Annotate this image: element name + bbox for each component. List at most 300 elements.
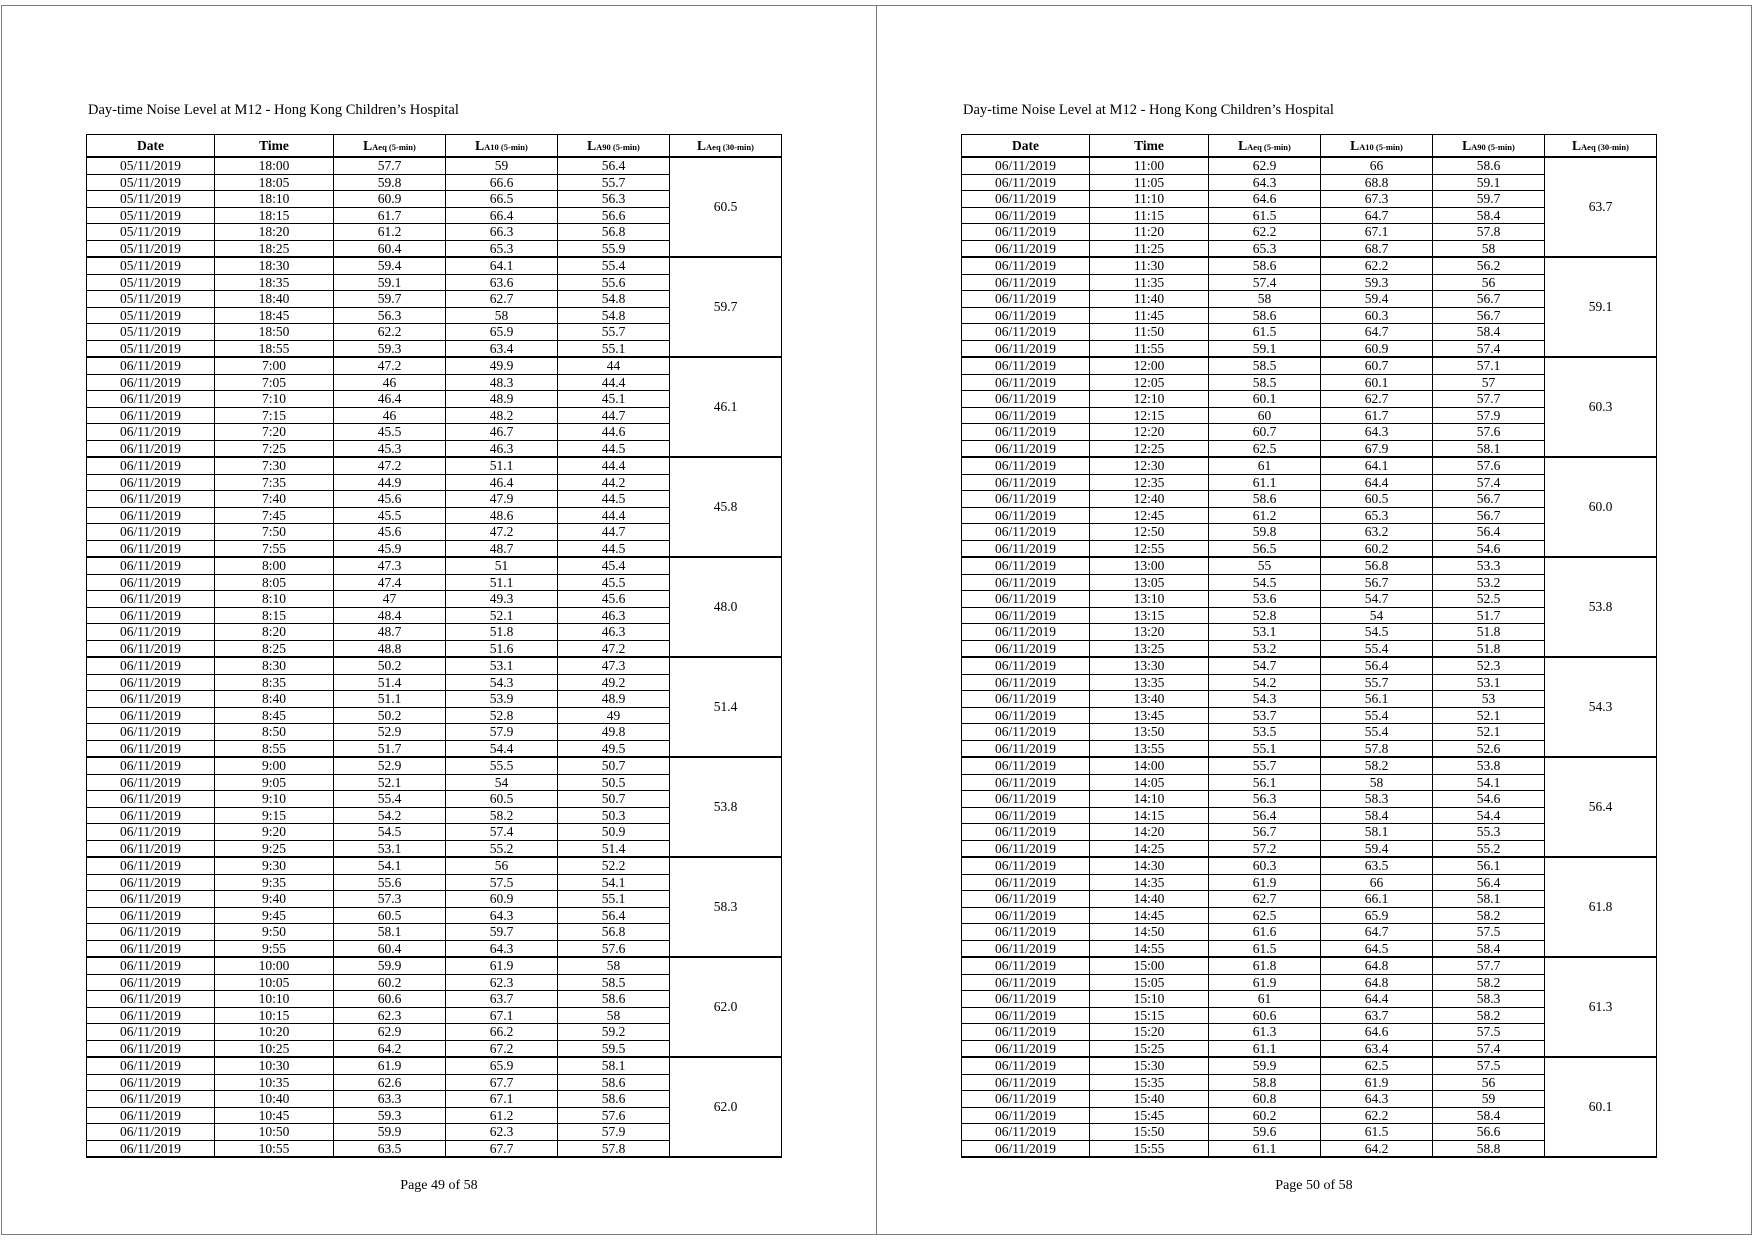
cell-time: 7:35: [215, 474, 334, 491]
cell-la90-5min: 58.4: [1433, 940, 1545, 957]
cell-la10-5min: 54.5: [1321, 624, 1433, 641]
table-row: [962, 557, 1657, 574]
cell-time: 13:50: [1090, 724, 1209, 741]
cell-laeq-5min: 62.5: [1209, 440, 1321, 457]
cell-laeq-5min: 61.9: [1209, 874, 1321, 891]
cell-time: 8:25: [215, 640, 334, 657]
cell-la10-5min: 64.4: [1321, 991, 1433, 1008]
cell-la90-5min: 53.1: [1433, 674, 1545, 691]
cell-date: 05/11/2019: [87, 174, 215, 191]
cell-la10-5min: 51: [446, 557, 558, 574]
cell-la10-5min: 60.7: [1321, 357, 1433, 374]
cell-la10-5min: 57.9: [446, 724, 558, 741]
cell-laeq-5min: 65.3: [1209, 240, 1321, 257]
cell-laeq-5min: 63.3: [334, 1091, 446, 1108]
cell-la10-5min: 56.1: [1321, 691, 1433, 708]
cell-la10-5min: 59.3: [1321, 274, 1433, 291]
cell-la10-5min: 52.8: [446, 707, 558, 724]
header-la10-5min: [1321, 135, 1433, 158]
cell-la90-5min: 44.5: [558, 491, 670, 508]
cell-la90-5min: 56.7: [1433, 307, 1545, 324]
cell-date: 06/11/2019: [87, 940, 215, 957]
cell-la90-5min: 53.3: [1433, 557, 1545, 574]
table-row: [962, 357, 1657, 374]
cell-date: 06/11/2019: [962, 1040, 1090, 1057]
cell-time: 8:35: [215, 674, 334, 691]
cell-la90-5min: 44.5: [558, 440, 670, 457]
cell-la10-5min: 48.9: [446, 391, 558, 408]
cell-time: 9:20: [215, 824, 334, 841]
cell-laeq-5min: 60.8: [1209, 1091, 1321, 1108]
cell-la10-5min: 48.3: [446, 374, 558, 391]
cell-date: 06/11/2019: [962, 957, 1090, 974]
cell-time: 13:55: [1090, 740, 1209, 757]
cell-la90-5min: 56.4: [1433, 524, 1545, 541]
cell-laeq-5min: 47.3: [334, 557, 446, 574]
cell-laeq-5min: 48.8: [334, 640, 446, 657]
cell-la90-5min: 56.7: [1433, 491, 1545, 508]
cell-time: 11:30: [1090, 257, 1209, 274]
cell-time: 9:05: [215, 774, 334, 791]
cell-la10-5min: 64.7: [1321, 324, 1433, 341]
cell-laeq-5min: 61.1: [1209, 474, 1321, 491]
cell-laeq-5min: 60.3: [1209, 857, 1321, 874]
cell-laeq-30min: 58.3: [670, 857, 782, 957]
cell-la90-5min: 56.8: [558, 924, 670, 941]
cell-laeq-5min: 56.1: [1209, 774, 1321, 791]
header-laeq-5min: [334, 135, 446, 158]
cell-date: 05/11/2019: [87, 207, 215, 224]
cell-date: 06/11/2019: [87, 674, 215, 691]
cell-date: 06/11/2019: [962, 757, 1090, 774]
cell-la10-5min: 64.3: [1321, 1091, 1433, 1108]
header-laeq-30min-main: L: [1572, 137, 1582, 153]
cell-la10-5min: 64.3: [446, 907, 558, 924]
cell-la90-5min: 50.7: [558, 791, 670, 808]
cell-date: 06/11/2019: [87, 724, 215, 741]
cell-date: 05/11/2019: [87, 240, 215, 257]
cell-time: 8:55: [215, 740, 334, 757]
cell-la10-5min: 66: [1321, 874, 1433, 891]
cell-laeq-5min: 54.2: [1209, 674, 1321, 691]
cell-laeq-5min: 61.6: [1209, 924, 1321, 941]
cell-date: 06/11/2019: [87, 1057, 215, 1074]
cell-time: 13:15: [1090, 607, 1209, 624]
cell-date: 06/11/2019: [962, 974, 1090, 991]
cell-laeq-5min: 55: [1209, 557, 1321, 574]
noise-table: [86, 134, 782, 1158]
table-title: Day-time Noise Level at M12 - Hong Kong Children’s Hospital: [963, 102, 1334, 118]
cell-laeq-5min: 58.5: [1209, 374, 1321, 391]
cell-laeq-5min: 61.2: [1209, 507, 1321, 524]
cell-la10-5min: 62.3: [446, 1124, 558, 1141]
cell-la90-5min: 51.8: [1433, 640, 1545, 657]
cell-time: 14:35: [1090, 874, 1209, 891]
cell-la90-5min: 58: [558, 1007, 670, 1024]
cell-time: 7:05: [215, 374, 334, 391]
cell-date: 06/11/2019: [87, 374, 215, 391]
cell-la10-5min: 55.4: [1321, 724, 1433, 741]
cell-la10-5min: 54.7: [1321, 591, 1433, 608]
cell-laeq-5min: 50.2: [334, 657, 446, 674]
cell-time: 12:55: [1090, 540, 1209, 557]
cell-la10-5min: 65.9: [446, 1057, 558, 1074]
cell-date: 06/11/2019: [87, 624, 215, 641]
header-date: Date: [87, 135, 215, 158]
header-laeq-30min-main: L: [697, 137, 707, 153]
cell-laeq-5min: 55.4: [334, 791, 446, 808]
cell-la10-5min: 66.2: [446, 1024, 558, 1041]
cell-la10-5min: 64.5: [1321, 940, 1433, 957]
cell-la90-5min: 52.2: [558, 857, 670, 874]
cell-la90-5min: 47.3: [558, 657, 670, 674]
cell-date: 06/11/2019: [962, 607, 1090, 624]
cell-laeq-5min: 64.3: [1209, 174, 1321, 191]
cell-la90-5min: 57.6: [558, 940, 670, 957]
cell-la10-5min: 62.3: [446, 974, 558, 991]
cell-la10-5min: 67.2: [446, 1040, 558, 1057]
cell-time: 12:05: [1090, 374, 1209, 391]
cell-la10-5min: 66.6: [446, 174, 558, 191]
cell-date: 06/11/2019: [962, 857, 1090, 874]
cell-la90-5min: 54.8: [558, 307, 670, 324]
cell-time: 15:55: [1090, 1140, 1209, 1157]
cell-date: 06/11/2019: [962, 691, 1090, 708]
page-number: Page 49 of 58: [400, 1178, 478, 1193]
cell-date: 06/11/2019: [87, 640, 215, 657]
cell-time: 14:20: [1090, 824, 1209, 841]
header-laeq-5min-sub: Aeq (5-min): [372, 141, 416, 152]
cell-la90-5min: 50.7: [558, 757, 670, 774]
cell-time: 10:05: [215, 974, 334, 991]
cell-time: 10:40: [215, 1091, 334, 1108]
cell-time: 7:50: [215, 524, 334, 541]
cell-date: 06/11/2019: [87, 1091, 215, 1108]
cell-la10-5min: 64.6: [1321, 1024, 1433, 1041]
cell-date: 06/11/2019: [962, 1007, 1090, 1024]
cell-la90-5min: 57.7: [1433, 957, 1545, 974]
cell-la10-5min: 65.9: [446, 324, 558, 341]
cell-date: 05/11/2019: [87, 157, 215, 174]
cell-la90-5min: 56.3: [558, 191, 670, 208]
cell-la10-5min: 54: [1321, 607, 1433, 624]
cell-la90-5min: 58.3: [1433, 991, 1545, 1008]
header-la90-5min: [558, 135, 670, 158]
cell-laeq-5min: 48.7: [334, 624, 446, 641]
cell-date: 06/11/2019: [962, 1124, 1090, 1141]
cell-time: 11:00: [1090, 157, 1209, 174]
header-la10-5min-sub: A10 (5-min): [1359, 141, 1403, 152]
table-row: [87, 957, 782, 974]
cell-date: 06/11/2019: [962, 574, 1090, 591]
cell-la10-5min: 56.4: [1321, 657, 1433, 674]
cell-la90-5min: 56.7: [1433, 507, 1545, 524]
cell-date: 06/11/2019: [87, 1140, 215, 1157]
cell-la10-5min: 64.3: [446, 940, 558, 957]
cell-time: 9:45: [215, 907, 334, 924]
cell-la90-5min: 49.8: [558, 724, 670, 741]
cell-laeq-5min: 57.7: [334, 157, 446, 174]
cell-time: 10:45: [215, 1107, 334, 1124]
cell-la10-5min: 56: [446, 857, 558, 874]
cell-time: 15:20: [1090, 1024, 1209, 1041]
cell-date: 06/11/2019: [962, 1091, 1090, 1108]
header-laeq-30min-sub: Aeq (30-min): [706, 141, 754, 152]
cell-la10-5min: 61.7: [1321, 407, 1433, 424]
cell-la90-5min: 53.2: [1433, 574, 1545, 591]
cell-date: 06/11/2019: [962, 291, 1090, 308]
cell-date: 06/11/2019: [87, 391, 215, 408]
cell-la90-5min: 58.1: [1433, 891, 1545, 908]
cell-date: 06/11/2019: [87, 357, 215, 374]
cell-time: 12:50: [1090, 524, 1209, 541]
cell-la10-5min: 59.4: [1321, 291, 1433, 308]
cell-laeq-5min: 58.6: [1209, 491, 1321, 508]
cell-laeq-30min: 51.4: [670, 657, 782, 757]
cell-la90-5min: 57: [1433, 374, 1545, 391]
cell-la10-5min: 63.4: [1321, 1040, 1433, 1057]
cell-la10-5min: 57.8: [1321, 740, 1433, 757]
cell-date: 06/11/2019: [87, 1040, 215, 1057]
cell-date: 06/11/2019: [962, 791, 1090, 808]
cell-laeq-5min: 47: [334, 591, 446, 608]
header-laeq-30min: [1545, 135, 1657, 158]
cell-la10-5min: 63.2: [1321, 524, 1433, 541]
cell-la10-5min: 63.6: [446, 274, 558, 291]
cell-time: 11:10: [1090, 191, 1209, 208]
cell-time: 7:30: [215, 457, 334, 474]
table-row: [962, 757, 1657, 774]
cell-la90-5min: 58.1: [1433, 440, 1545, 457]
cell-la10-5min: 64.1: [446, 257, 558, 274]
cell-time: 11:15: [1090, 207, 1209, 224]
cell-laeq-5min: 64.6: [1209, 191, 1321, 208]
cell-time: 9:25: [215, 840, 334, 857]
cell-la10-5min: 60.2: [1321, 540, 1433, 557]
cell-la10-5min: 46.7: [446, 424, 558, 441]
cell-la90-5min: 55.7: [558, 324, 670, 341]
cell-laeq-5min: 60.4: [334, 940, 446, 957]
cell-time: 18:25: [215, 240, 334, 257]
cell-la10-5min: 60.9: [446, 891, 558, 908]
cell-date: 06/11/2019: [87, 974, 215, 991]
cell-la10-5min: 67.7: [446, 1140, 558, 1157]
cell-laeq-5min: 60.5: [334, 907, 446, 924]
cell-la90-5min: 50.9: [558, 824, 670, 841]
cell-time: 13:40: [1090, 691, 1209, 708]
cell-date: 06/11/2019: [87, 807, 215, 824]
cell-laeq-5min: 60.7: [1209, 424, 1321, 441]
cell-la90-5min: 44.4: [558, 374, 670, 391]
cell-la90-5min: 54.1: [558, 874, 670, 891]
cell-laeq-5min: 52.1: [334, 774, 446, 791]
cell-laeq-5min: 50.2: [334, 707, 446, 724]
cell-la90-5min: 58.6: [558, 991, 670, 1008]
header-la90-5min: [1433, 135, 1545, 158]
cell-date: 06/11/2019: [87, 957, 215, 974]
cell-la90-5min: 47.2: [558, 640, 670, 657]
cell-la10-5min: 51.6: [446, 640, 558, 657]
cell-date: 06/11/2019: [87, 557, 215, 574]
cell-time: 12:15: [1090, 407, 1209, 424]
cell-time: 15:10: [1090, 991, 1209, 1008]
cell-la90-5min: 57.5: [1433, 1057, 1545, 1074]
cell-date: 06/11/2019: [962, 1074, 1090, 1091]
cell-la90-5min: 57.6: [1433, 457, 1545, 474]
cell-time: 11:20: [1090, 224, 1209, 241]
cell-la90-5min: 58.2: [1433, 907, 1545, 924]
cell-time: 14:25: [1090, 840, 1209, 857]
cell-la10-5min: 47.9: [446, 491, 558, 508]
cell-laeq-5min: 44.9: [334, 474, 446, 491]
cell-time: 18:30: [215, 257, 334, 274]
cell-date: 05/11/2019: [87, 340, 215, 357]
cell-time: 7:00: [215, 357, 334, 374]
cell-laeq-5min: 61.8: [1209, 957, 1321, 974]
cell-laeq-5min: 55.6: [334, 874, 446, 891]
cell-laeq-5min: 51.7: [334, 740, 446, 757]
cell-laeq-5min: 57.2: [1209, 840, 1321, 857]
cell-laeq-5min: 58.1: [334, 924, 446, 941]
cell-laeq-30min: 60.0: [1545, 457, 1657, 557]
cell-la10-5min: 64.3: [1321, 424, 1433, 441]
cell-date: 06/11/2019: [962, 657, 1090, 674]
cell-date: 06/11/2019: [962, 891, 1090, 908]
cell-time: 8:05: [215, 574, 334, 591]
cell-time: 12:40: [1090, 491, 1209, 508]
cell-date: 06/11/2019: [87, 474, 215, 491]
cell-la90-5min: 52.6: [1433, 740, 1545, 757]
cell-la10-5min: 61.9: [446, 957, 558, 974]
cell-la90-5min: 59.2: [558, 1024, 670, 1041]
cell-la90-5min: 57.6: [1433, 424, 1545, 441]
cell-date: 06/11/2019: [962, 740, 1090, 757]
cell-la10-5min: 58.2: [446, 807, 558, 824]
cell-la90-5min: 58.2: [1433, 974, 1545, 991]
cell-laeq-5min: 61.1: [1209, 1140, 1321, 1157]
cell-la90-5min: 52.1: [1433, 707, 1545, 724]
cell-laeq-5min: 62.7: [1209, 891, 1321, 908]
cell-time: 11:05: [1090, 174, 1209, 191]
cell-date: 06/11/2019: [962, 924, 1090, 941]
cell-time: 10:20: [215, 1024, 334, 1041]
cell-laeq-5min: 56.3: [1209, 791, 1321, 808]
cell-time: 8:20: [215, 624, 334, 641]
cell-laeq-5min: 61.2: [334, 224, 446, 241]
cell-laeq-5min: 58.6: [1209, 307, 1321, 324]
cell-la90-5min: 46.3: [558, 607, 670, 624]
cell-date: 06/11/2019: [87, 440, 215, 457]
cell-laeq-5min: 45.9: [334, 540, 446, 557]
cell-time: 14:55: [1090, 940, 1209, 957]
cell-laeq-5min: 59.7: [334, 291, 446, 308]
cell-laeq-5min: 46.4: [334, 391, 446, 408]
cell-laeq-5min: 59.9: [334, 1124, 446, 1141]
cell-date: 06/11/2019: [962, 474, 1090, 491]
cell-date: 06/11/2019: [87, 1107, 215, 1124]
cell-date: 06/11/2019: [962, 907, 1090, 924]
cell-time: 8:00: [215, 557, 334, 574]
cell-time: 10:55: [215, 1140, 334, 1157]
cell-date: 06/11/2019: [87, 1074, 215, 1091]
cell-time: 7:55: [215, 540, 334, 557]
cell-laeq-5min: 61.9: [334, 1057, 446, 1074]
cell-date: 06/11/2019: [87, 791, 215, 808]
cell-la90-5min: 57.4: [1433, 1040, 1545, 1057]
cell-la90-5min: 57.9: [558, 1124, 670, 1141]
cell-time: 9:35: [215, 874, 334, 891]
cell-date: 06/11/2019: [962, 340, 1090, 357]
cell-date: 06/11/2019: [87, 774, 215, 791]
cell-date: 06/11/2019: [962, 674, 1090, 691]
cell-date: 06/11/2019: [962, 640, 1090, 657]
cell-date: 06/11/2019: [962, 324, 1090, 341]
cell-laeq-5min: 59.4: [334, 257, 446, 274]
cell-time: 18:00: [215, 157, 334, 174]
cell-time: 8:50: [215, 724, 334, 741]
cell-time: 11:25: [1090, 240, 1209, 257]
cell-la90-5min: 55.1: [558, 340, 670, 357]
cell-la90-5min: 56.2: [1433, 257, 1545, 274]
cell-time: 13:30: [1090, 657, 1209, 674]
cell-la90-5min: 57.4: [1433, 340, 1545, 357]
cell-la90-5min: 44.4: [558, 457, 670, 474]
cell-date: 06/11/2019: [87, 840, 215, 857]
cell-la90-5min: 55.4: [558, 257, 670, 274]
cell-date: 05/11/2019: [87, 257, 215, 274]
header-la10-5min-sub: A10 (5-min): [484, 141, 528, 152]
cell-date: 06/11/2019: [962, 157, 1090, 174]
cell-time: 8:15: [215, 607, 334, 624]
cell-la10-5min: 46.4: [446, 474, 558, 491]
cell-la10-5min: 65.9: [1321, 907, 1433, 924]
cell-laeq-5min: 58.8: [1209, 1074, 1321, 1091]
cell-la10-5min: 54.3: [446, 674, 558, 691]
cell-date: 06/11/2019: [962, 224, 1090, 241]
cell-laeq-5min: 61.9: [1209, 974, 1321, 991]
cell-la90-5min: 53.8: [1433, 757, 1545, 774]
cell-la90-5min: 52.1: [1433, 724, 1545, 741]
cell-time: 15:25: [1090, 1040, 1209, 1057]
cell-date: 06/11/2019: [87, 457, 215, 474]
cell-date: 06/11/2019: [87, 891, 215, 908]
cell-la90-5min: 55.2: [1433, 840, 1545, 857]
cell-la90-5min: 49.2: [558, 674, 670, 691]
cell-time: 12:35: [1090, 474, 1209, 491]
table-row: [87, 457, 782, 474]
cell-date: 06/11/2019: [87, 707, 215, 724]
header-la90-5min-sub: A90 (5-min): [1471, 141, 1515, 152]
cell-laeq-5min: 51.4: [334, 674, 446, 691]
cell-date: 06/11/2019: [87, 757, 215, 774]
cell-laeq-5min: 54.5: [1209, 574, 1321, 591]
cell-la90-5min: 56.7: [1433, 291, 1545, 308]
table-row: [87, 257, 782, 274]
cell-laeq-5min: 63.5: [334, 1140, 446, 1157]
cell-laeq-5min: 58.6: [1209, 257, 1321, 274]
cell-date: 06/11/2019: [962, 624, 1090, 641]
cell-time: 12:45: [1090, 507, 1209, 524]
cell-laeq-5min: 45.6: [334, 491, 446, 508]
cell-date: 06/11/2019: [962, 940, 1090, 957]
cell-la10-5min: 54.4: [446, 740, 558, 757]
cell-la10-5min: 48.6: [446, 507, 558, 524]
cell-la90-5min: 55.6: [558, 274, 670, 291]
cell-time: 15:30: [1090, 1057, 1209, 1074]
cell-la10-5min: 60.3: [1321, 307, 1433, 324]
cell-date: 06/11/2019: [962, 274, 1090, 291]
table-row: [962, 957, 1657, 974]
